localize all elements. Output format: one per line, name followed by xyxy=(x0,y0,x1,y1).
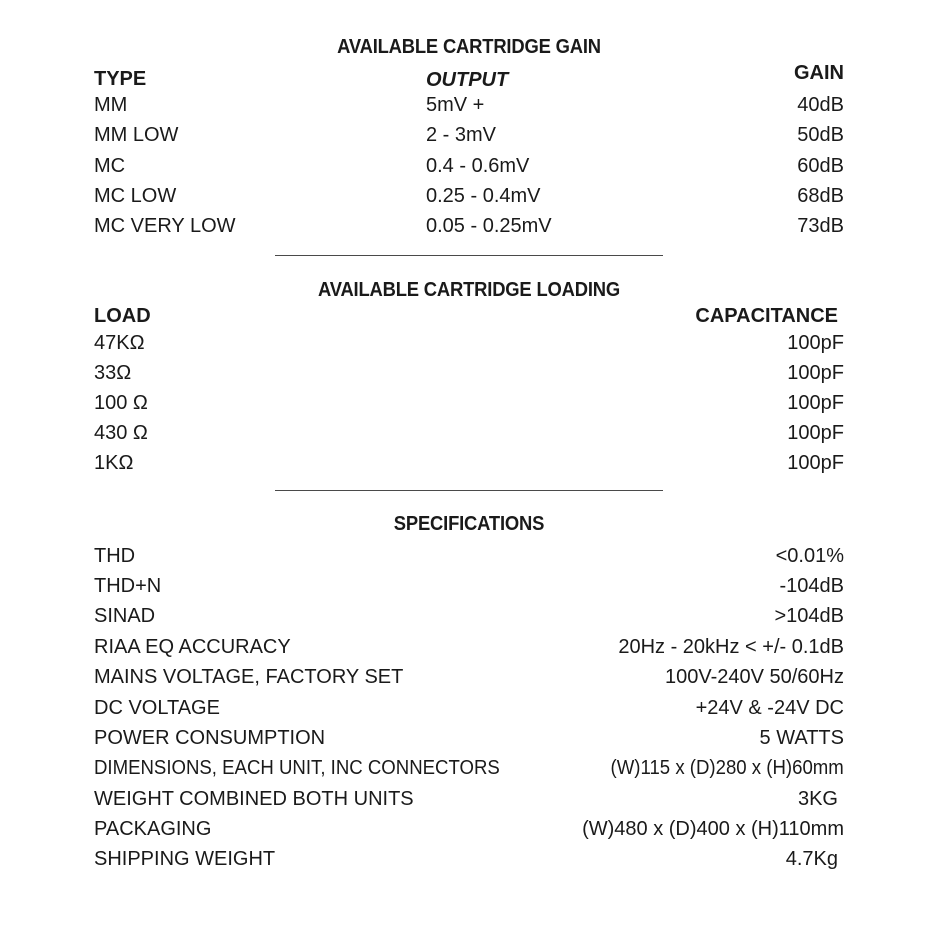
spec-row xyxy=(94,605,844,635)
gain-output: 0.05 - 0.25mV xyxy=(426,215,552,237)
load-value: 33Ω xyxy=(94,362,132,384)
gain-value: 40dB xyxy=(797,94,844,116)
spec-row xyxy=(94,575,844,605)
gain-output: 0.4 - 0.6mV xyxy=(426,155,530,177)
spec-value: -104dB xyxy=(779,575,844,597)
spec-label: POWER CONSUMPTION xyxy=(94,727,326,749)
loading-row xyxy=(94,422,844,452)
capacitance-value: 100pF xyxy=(787,452,844,474)
loading-row xyxy=(94,362,844,392)
spec-label: SINAD xyxy=(94,605,156,627)
spec-row xyxy=(94,545,844,575)
loading-row xyxy=(94,332,844,362)
spec-value: 5 WATTS xyxy=(759,727,844,749)
spec-row xyxy=(94,697,844,727)
gain-value: 50dB xyxy=(797,124,844,146)
gain-output: 0.25 - 0.4mV xyxy=(426,185,541,207)
spec-label: RIAA EQ ACCURACY xyxy=(94,636,291,658)
gain-output: 5mV + xyxy=(426,94,485,116)
spec-label: MAINS VOLTAGE, FACTORY SET xyxy=(94,666,404,688)
gain-output: 2 - 3mV xyxy=(426,124,497,146)
spec-value: (W)115 x (D)280 x (H)60mm xyxy=(610,757,844,779)
spec-value: +24V & -24V DC xyxy=(695,697,844,719)
spec-value: 20Hz - 20kHz < +/- 0.1dB xyxy=(618,636,844,658)
load-value: 100 Ω xyxy=(94,392,148,414)
spec-value: <0.01% xyxy=(775,545,844,567)
spec-label: SHIPPING WEIGHT xyxy=(94,848,276,870)
capacitance-value: 100pF xyxy=(787,362,844,384)
loading-section-title: AVAILABLE CARTRIDGE LOADING xyxy=(317,279,621,301)
gain-row xyxy=(94,124,844,154)
load-value: 1KΩ xyxy=(94,452,134,474)
gain-row xyxy=(94,185,844,215)
spec-row xyxy=(94,636,844,666)
spec-label: DC VOLTAGE xyxy=(94,697,220,719)
spec-label: DIMENSIONS, EACH UNIT, INC CONNECTORS xyxy=(94,757,500,779)
spec-label: PACKAGING xyxy=(94,818,212,840)
gain-type: MM xyxy=(94,94,128,116)
spec-value: 100V-240V 50/60Hz xyxy=(664,666,844,688)
gain-header: GAIN xyxy=(794,62,844,84)
capacitance-header: CAPACITANCE xyxy=(695,305,838,327)
section-divider xyxy=(275,490,663,491)
output-header: OUTPUT xyxy=(426,69,509,91)
spec-value: 3KG xyxy=(797,788,838,810)
section-divider xyxy=(275,255,663,256)
gain-value: 73dB xyxy=(797,215,844,237)
gain-type: MM LOW xyxy=(94,124,179,146)
spec-row xyxy=(94,727,844,757)
load-value: 430 Ω xyxy=(94,422,148,444)
capacitance-value: 100pF xyxy=(787,422,844,444)
gain-value: 60dB xyxy=(797,155,844,177)
spec-row xyxy=(94,818,844,848)
loading-header-row xyxy=(94,305,844,335)
spec-label: THD+N xyxy=(94,575,162,597)
loading-row xyxy=(94,452,844,482)
gain-value: 68dB xyxy=(797,185,844,207)
capacitance-value: 100pF xyxy=(787,332,844,354)
gain-type: MC LOW xyxy=(94,185,177,207)
gain-section-title: AVAILABLE CARTRIDGE GAIN xyxy=(337,36,601,58)
gain-row xyxy=(94,155,844,185)
gain-type: MC xyxy=(94,155,126,177)
spec-value: (W)480 x (D)400 x (H)110mm xyxy=(582,818,844,840)
gain-row xyxy=(94,215,844,245)
spec-row xyxy=(94,757,844,787)
specs-section-title: SPECIFICATIONS xyxy=(393,513,545,535)
gain-row xyxy=(94,94,844,124)
spec-row xyxy=(94,788,844,818)
spec-label: WEIGHT COMBINED BOTH UNITS xyxy=(94,788,414,810)
spec-label: THD xyxy=(94,545,136,567)
loading-row xyxy=(94,392,844,422)
capacitance-value: 100pF xyxy=(787,392,844,414)
spec-value: 4.7Kg xyxy=(785,848,838,870)
spec-row xyxy=(94,848,844,878)
spec-value: >104dB xyxy=(774,605,844,627)
load-header: LOAD xyxy=(94,305,151,327)
gain-type: MC VERY LOW xyxy=(94,215,236,237)
load-value: 47KΩ xyxy=(94,332,145,354)
spec-row xyxy=(94,666,844,696)
type-header: TYPE xyxy=(94,68,147,90)
